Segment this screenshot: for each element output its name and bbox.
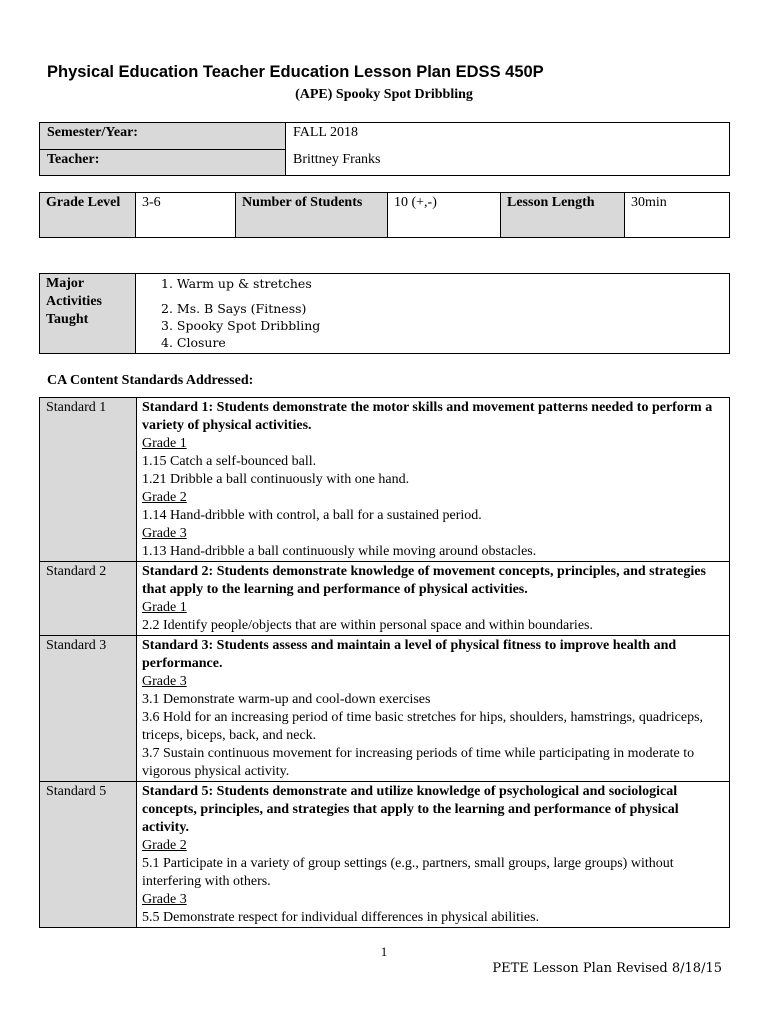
standard-title: Standard 1: Students demonstrate the motor skills and movement patterns needed to perform a variety of physical activities. (142, 400, 713, 433)
standard-item: 1.15 Catch a self-bounced ball. (142, 454, 317, 469)
standard-item: 3.1 Demonstrate warm-up and cool-down exercises (142, 692, 431, 707)
grade-heading: Grade 1 (142, 436, 187, 451)
grade-heading: Grade 3 (142, 892, 187, 907)
standard-content (137, 636, 730, 782)
activities-row (40, 274, 730, 354)
activity-item: 4. Closure (161, 335, 226, 350)
document-title: Physical Education Teacher Education Lesson Plan EDSS 450P (47, 63, 544, 81)
standard-content (137, 562, 730, 636)
semester-value: FALL 2018 (286, 123, 730, 150)
details-table (39, 192, 730, 238)
standard-title: Standard 5: Students demonstrate and utilize knowledge of psychological and sociological concepts, principles, and strategies that apply to the learning and performance of physical activity. (142, 784, 679, 835)
activities-table (39, 273, 730, 354)
info-table (39, 122, 730, 176)
page-number: 1 (380, 944, 388, 959)
grade-heading: Grade 3 (142, 674, 187, 689)
standard-label: Standard 5 (40, 782, 137, 928)
standard-item: 5.5 Demonstrate respect for individual differences in physical abilities. (142, 910, 540, 925)
standard-label: Standard 1 (40, 398, 137, 562)
activity-item: 2. Ms. B Says (Fitness) (161, 301, 307, 316)
teacher-value: Brittney Franks (286, 150, 730, 176)
lesson-length-label: Lesson Length (501, 193, 625, 238)
activity-item: 1. Warm up & stretches (161, 276, 312, 291)
grade-level-value: 3-6 (136, 193, 236, 238)
standard-item: 3.7 Sustain continuous movement for increasing periods of time while participating in moderate to vigorous physical activity. (142, 746, 695, 779)
grade-heading: Grade 2 (142, 838, 187, 853)
standard-title: Standard 3: Students assess and maintain a level of physical fitness to improve health and performance. (142, 638, 677, 671)
standard-content (137, 398, 730, 562)
number-of-students-value: 10 (+,-) (388, 193, 501, 238)
standard-item: 1.21 Dribble a ball continuously with one hand. (142, 472, 410, 487)
standard-title (142, 563, 725, 599)
standard-row (40, 636, 730, 782)
grade-heading: Grade 2 (142, 490, 187, 505)
grade-level-label: Grade Level (40, 193, 136, 238)
grade-heading: Grade 3 (142, 526, 187, 541)
standard-content (137, 782, 730, 928)
number-of-students-label: Number of Students (236, 193, 388, 238)
lesson-subtitle: (APE) Spooky Spot Dribbling (295, 87, 473, 102)
activity-item: 3. Spooky Spot Dribbling (161, 318, 321, 333)
lesson-length-value: 30min (625, 193, 730, 238)
standards-table (39, 397, 730, 928)
standard-row (40, 562, 730, 636)
standard-item: 2.2 Identify people/objects that are within personal space and within boundaries. (142, 618, 593, 633)
activities-list (136, 274, 730, 354)
standards-heading: CA Content Standards Addressed: (47, 373, 254, 388)
semester-label: Semester/Year: (40, 123, 286, 150)
standard-label: Standard 2 (40, 562, 137, 636)
teacher-row (40, 150, 730, 176)
teacher-label: Teacher: (40, 150, 286, 176)
grade-heading: Grade 1 (142, 600, 187, 615)
revision-footer: PETE Lesson Plan Revised 8/18/15 (492, 961, 722, 976)
standard-title-rest: : Students demonstrate knowledge of movement concepts, principles, and strategies that apply to the learning and performance of physical activities. (142, 564, 706, 597)
standard-row (40, 398, 730, 562)
details-row (40, 193, 730, 238)
standard-item: 1.13 Hand-dribble a ball continuously while moving around obstacles. (142, 544, 537, 559)
activities-label: Major Activities Taught (40, 274, 136, 354)
standard-item: 3.6 Hold for an increasing period of time basic stretches for hips, shoulders, hamstrings, quadriceps, triceps, biceps, back, and neck. (142, 710, 704, 743)
standard-row (40, 782, 730, 928)
standard-item: 5.1 Participate in a variety of group settings (e.g., partners, small groups, large groups) without interfering with others. (142, 856, 674, 889)
standard-label: Standard 3 (40, 636, 137, 782)
semester-row (40, 123, 730, 150)
standard-title-prefix: Standard 2 (142, 564, 209, 579)
standard-item: 1.14 Hand-dribble with control, a ball for a sustained period. (142, 508, 482, 523)
